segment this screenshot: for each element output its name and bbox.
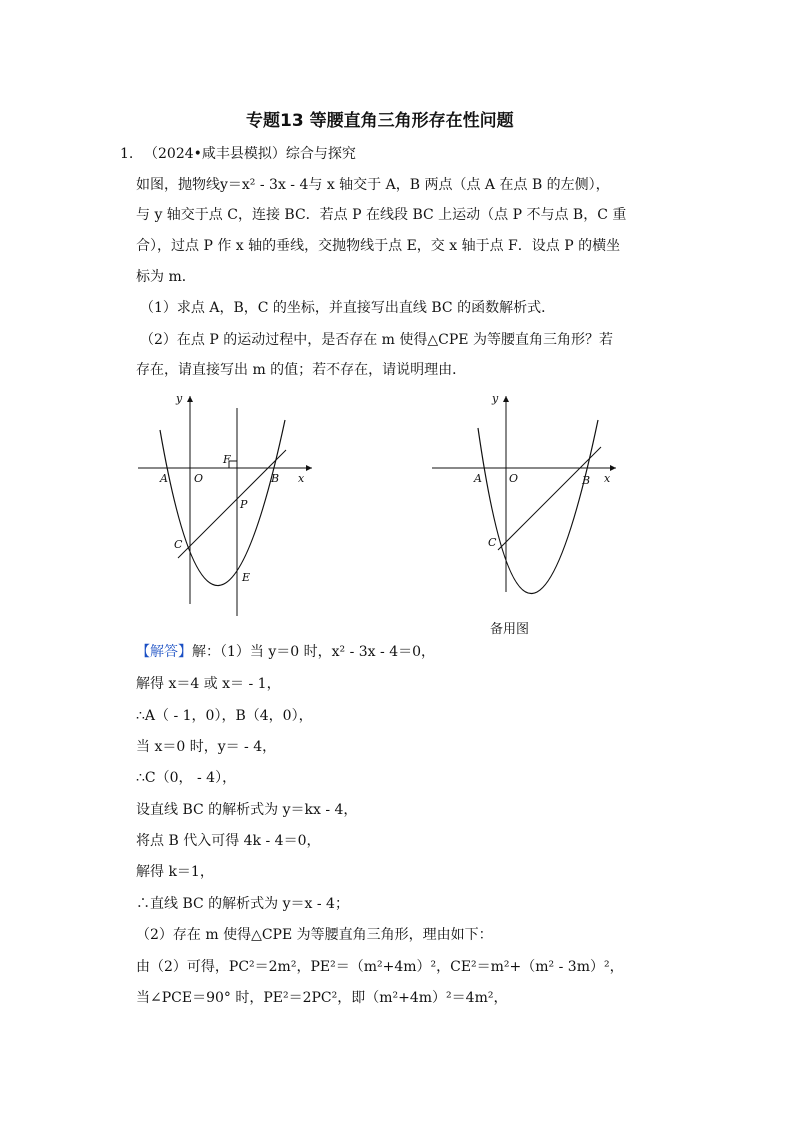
label-b: B <box>582 474 591 487</box>
label-o: O <box>509 472 519 485</box>
solution-line-7: 解得 k＝1， <box>136 864 214 880</box>
problem-line-2: 与 y 轴交于点 C，连接 BC．若点 P 在线段 BC 上运动（点 P 不与点 B，C 重 <box>136 207 627 223</box>
line-bc <box>178 450 286 558</box>
figure-backup <box>426 388 626 598</box>
problem-line-1: 如图，抛物线y＝x² - 3x - 4与 x 轴交于 A，B 两点（点 A 在点 B 的左侧）， <box>136 177 610 193</box>
parabola <box>160 420 285 586</box>
answer-tag: 【解答】 <box>136 644 192 660</box>
solution-line-10: 由（2）可得，PC²＝2m²，PE²＝（m²+4m）²，CE²＝m²+（m² - 3m）²， <box>136 959 624 975</box>
label-b: B <box>271 472 280 485</box>
label-c: C <box>174 538 183 551</box>
label-x: x <box>298 472 305 485</box>
label-c: C <box>488 536 497 549</box>
question-number: 1. <box>120 146 134 162</box>
solution-line-2: ∴A（ - 1，0），B（4，0）， <box>136 708 313 724</box>
label-y: y <box>492 392 499 405</box>
part-2-cont: 存在，请直接写出 m 的值；若不存在，请说明理由． <box>136 362 467 378</box>
solution-line-1: 解得 x＝4 或 x＝ - 1， <box>136 676 281 692</box>
figure-main <box>130 388 330 618</box>
page-title: 专题13 等腰直角三角形存在性问题 <box>246 111 514 131</box>
label-f: F <box>223 453 231 466</box>
solution-line-9: （2）存在 m 使得△CPE 为等腰直角三角形，理由如下： <box>136 927 493 943</box>
solution-line-5: 设直线 BC 的解析式为 y＝kx - 4， <box>136 802 358 818</box>
problem-line-4: 标为 m． <box>136 269 196 285</box>
solution-line-3: 当 x＝0 时，y＝ - 4， <box>136 739 277 755</box>
label-o: O <box>194 472 204 485</box>
label-a: A <box>474 472 482 485</box>
label-a: A <box>160 472 168 485</box>
part-2: （2）在点 P 的运动过程中，是否存在 m 使得△CPE 为等腰直角三角形？若 <box>140 332 613 348</box>
label-e: E <box>242 571 251 584</box>
part-1: （1）求点 A，B，C 的坐标，并直接写出直线 BC 的函数解析式． <box>140 300 556 316</box>
label-y: y <box>176 392 183 405</box>
answer-first: 解：（1）当 y＝0 时，x² - 3x - 4＝0， <box>192 644 436 660</box>
question-source: （2024•咸丰县模拟）综合与探究 <box>144 146 356 162</box>
line-bc <box>498 447 601 550</box>
solution-line-11: 当∠PCE＝90° 时，PE²＝2PC²，即（m²+4m）²＝4m²， <box>136 990 508 1006</box>
problem-line-3: 合），过点 P 作 x 轴的垂线，交抛物线于点 E，交 x 轴于点 F．设点 P 的横坐 <box>136 238 621 254</box>
solution-line-8: ∴直线 BC 的解析式为 y＝x - 4； <box>136 896 349 912</box>
label-p: P <box>240 498 248 511</box>
solution-line-6: 将点 B 代入可得 4k - 4＝0， <box>136 833 321 849</box>
label-x: x <box>604 472 611 485</box>
solution-line-4: ∴C（0， - 4）， <box>136 770 237 786</box>
answer-line-0 <box>136 642 435 662</box>
parabola <box>478 420 598 594</box>
figure-caption: 备用图 <box>490 622 530 637</box>
